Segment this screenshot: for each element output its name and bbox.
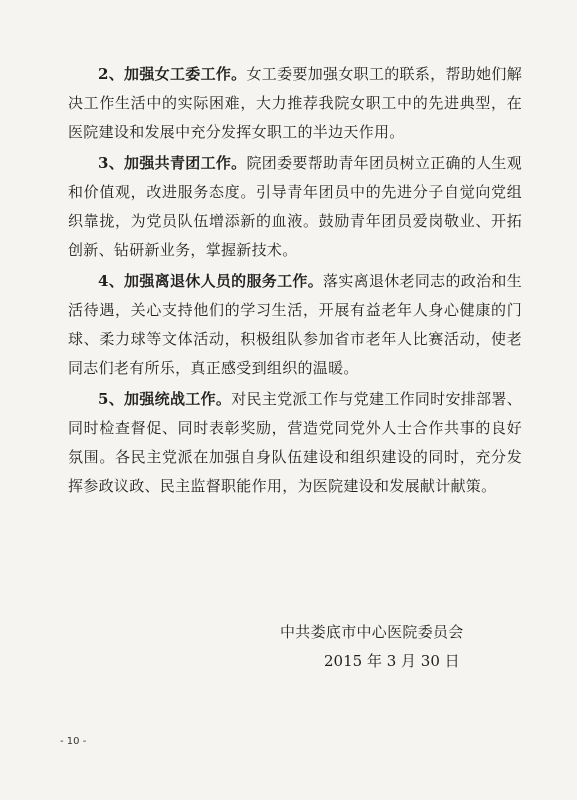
paragraph-heading: 5、加强统战工作。 <box>98 390 232 408</box>
signature-date: 2015 年 3 月 30 日 <box>324 652 460 670</box>
paragraph-youth-league <box>68 149 522 265</box>
paragraph-heading: 3、加强共青团工作。 <box>98 154 247 172</box>
paragraph-text: 落实离退休老同志的政治和生活待遇，关心支持他们的学习生活，开展有益老年人身心健康的门球、柔力球等文体活动，积极组队参加省市老年人比赛活动，使老同志们老有所乐，真正感受到组织的温暖。 <box>68 272 522 377</box>
paragraph-women-committee <box>68 60 522 147</box>
paragraph-text: 院团委要帮助青年团员树立正确的人生观和价值观，改进服务态度。引导青年团员中的先进分子自觉向党组织靠拢，为党员队伍增添新的血液。鼓励青年团员爱岗敬业、开拓创新、钻研新业务，掌握新技术。 <box>68 154 522 259</box>
paragraph-heading: 2、加强女工委工作。 <box>98 65 247 83</box>
document-body <box>68 60 522 503</box>
paragraph-retirees <box>68 267 522 383</box>
page-number: - 10 - <box>60 736 87 747</box>
signature-organization: 中共娄底市中心医院委员会 <box>280 623 464 641</box>
paragraph-united-front <box>68 385 522 501</box>
paragraph-heading: 4、加强离退休人员的服务工作。 <box>98 272 324 290</box>
paragraph-text: 对民主党派工作与党建工作同时安排部署、同时检查督促、同时表彰奖励，营造党同党外人士合作共事的良好氛围。各民主党派在加强自身队伍建设和组织建设的同时，充分发挥参政议政、民主监督职能作用，为医院建设和发展献计献策。 <box>68 390 523 495</box>
signature-block <box>258 618 518 676</box>
paragraph-text: 女工委要加强女职工的联系，帮助她们解决工作生活中的实际困难，大力推荐我院女职工中的先进典型，在医院建设和发展中充分发挥女职工的半边天作用。 <box>68 65 522 141</box>
